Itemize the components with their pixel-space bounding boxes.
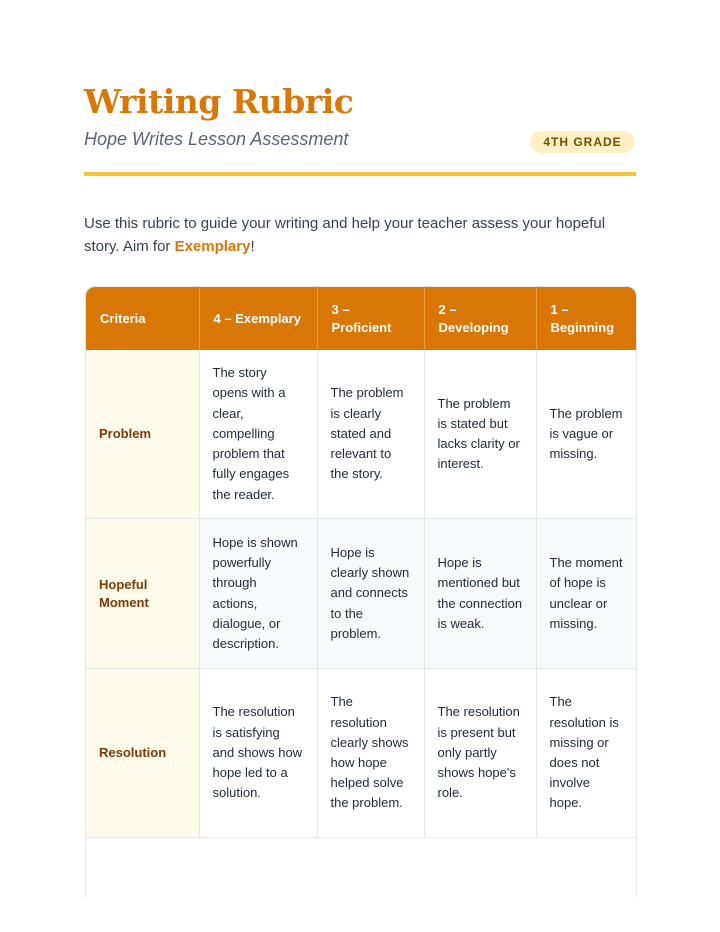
intro-text-end: ! [250,238,255,255]
criteria-cell: Problem [86,350,199,519]
rubric-cell: Hope is shown powerfully through actions, dialogue, or description. [199,519,317,669]
criteria-cell: Hopeful Moment [86,519,199,669]
header-divider [84,172,636,176]
column-header-developing: 2 – Developing [424,287,536,350]
table-row [86,350,636,519]
column-header-exemplary: 4 – Exemplary [199,287,317,350]
rubric-table [86,287,636,838]
column-header-beginning: 1 – Beginning [536,287,636,350]
page-title: Writing Rubric [84,82,354,121]
rubric-cell: The problem is stated but lacks clarity or interest. [424,350,536,519]
rubric-cell: The resolution is missing or does not involve hope. [536,669,636,838]
rubric-table-container [85,286,637,897]
intro-paragraph [84,212,636,258]
criteria-cell: Resolution [86,669,199,838]
column-header-proficient: 3 – Proficient [317,287,424,350]
rubric-cell: The resolution is satisfying and shows how hope led to a solution. [199,669,317,838]
rubric-cell: The story opens with a clear, compelling problem that fully engages the reader. [199,350,317,519]
intro-highlight: Exemplary [174,238,251,255]
table-row [86,669,636,838]
table-row [86,519,636,669]
rubric-cell: The resolution clearly shows how hope helped solve the problem. [317,669,424,838]
intro-text: Use this rubric to guide your writing and help your teacher assess your hopeful story. Aim for [84,215,606,255]
rubric-cell: Hope is clearly shown and connects to the problem. [317,519,424,669]
rubric-cell: The problem is vague or missing. [536,350,636,519]
page-subtitle: Hope Writes Lesson Assessment [84,129,349,149]
rubric-cell: Hope is mentioned but the connection is weak. [424,519,536,669]
table-header-row [86,287,636,350]
rubric-cell: The resolution is present but only partly shows hope's role. [424,669,536,838]
rubric-cell: The moment of hope is unclear or missing. [536,519,636,669]
grade-badge: 4TH GRADE [530,131,635,153]
rubric-cell: The problem is clearly stated and relevant to the story. [317,350,424,519]
column-header-criteria: Criteria [86,287,199,350]
